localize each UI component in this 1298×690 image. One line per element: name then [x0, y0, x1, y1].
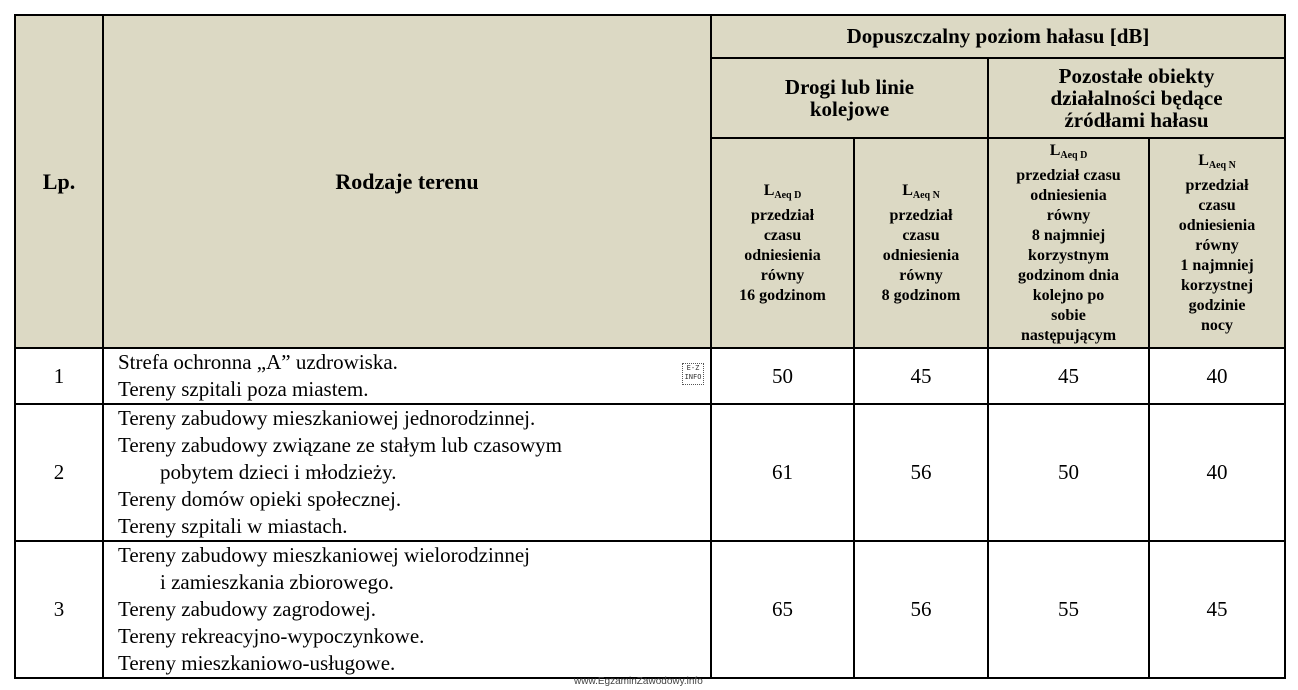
laeq-symbol: [855, 181, 987, 206]
noise-value: 56: [854, 541, 988, 678]
noise-value: 50: [711, 348, 854, 404]
header-sub-line: kolejno po: [1032, 286, 1105, 304]
header-sub-line: 8 najmniej: [1031, 226, 1106, 244]
description-line: Tereny zabudowy związane ze stałym lub czasowym: [118, 433, 563, 457]
header-lp: Lp.: [15, 15, 103, 348]
header-sub-line: przedział: [889, 206, 953, 224]
header-sub-2: [854, 138, 988, 348]
noise-value: 45: [854, 348, 988, 404]
header-sub-line: przedział: [1185, 176, 1249, 194]
header-sub-line: przedział: [750, 206, 815, 224]
header-dopuszczalny-poziom: Dopuszczalny poziom hałasu [dB]: [711, 15, 1285, 58]
header-sub-line: przedział czasu: [1016, 166, 1121, 184]
description-line: Tereny zabudowy mieszkaniowej wielorodzinnej: [118, 543, 530, 567]
laeq-index: Aeq N: [1208, 159, 1236, 171]
header-sub-line: godzinie: [1188, 296, 1246, 314]
row-description: [103, 348, 711, 404]
laeq-symbol: [989, 141, 1148, 166]
laeq-index: Aeq D: [1060, 149, 1088, 161]
header-sub-4: [1149, 138, 1285, 348]
noise-value: 40: [1149, 404, 1285, 541]
description-line: Tereny zabudowy zagrodowej.: [118, 597, 377, 621]
row-lp: 2: [15, 404, 103, 541]
header-sub-line: równy: [760, 266, 805, 284]
header-sub-line: korzystnej: [1181, 276, 1254, 294]
description-line: pobytem dzieci i młodzieży.: [160, 460, 397, 484]
header-sub-line: równy: [1195, 236, 1239, 254]
header-sub-1: [711, 138, 854, 348]
header-drogi-linie-kolejowe: Drogi lub linie kolejowe: [711, 58, 988, 138]
header-sub-line: odniesienia: [882, 246, 960, 264]
header-sub-line: nocy: [1201, 316, 1234, 334]
table-row: [15, 348, 1285, 404]
header-sub-line: czasu: [1198, 196, 1236, 214]
header-sub-line: sobie: [1051, 306, 1086, 324]
header-sub-line: godzinom dnia: [1018, 266, 1119, 284]
header-sub-line: równy: [899, 266, 943, 284]
description-line: Tereny mieszkaniowo-usługowe.: [118, 651, 396, 675]
noise-value: 40: [1149, 348, 1285, 404]
laeq-letter: L: [1049, 141, 1061, 159]
description-line: i zamieszkania zbiorowego.: [160, 570, 394, 594]
row-description: [103, 541, 711, 678]
footer-watermark: www.EgzaminZawodowy.info: [574, 676, 703, 687]
laeq-symbol: [1150, 151, 1284, 176]
header-sub-line: odniesienia: [1178, 216, 1256, 234]
description-line: Strefa ochronna „A” uzdrowiska.: [118, 350, 398, 374]
table-row: [15, 541, 1285, 678]
header-sub-line: czasu: [902, 226, 940, 244]
description-line: Tereny rekreacyjno-wypoczynkowe.: [118, 624, 425, 648]
row-lp: 1: [15, 348, 103, 404]
laeq-index: Aeq D: [774, 189, 802, 201]
header-sub-line: odniesienia: [744, 246, 821, 264]
header-sub-3: [988, 138, 1149, 348]
info-icon: E-Z INFO: [682, 363, 704, 385]
header-sub-line: czasu: [763, 226, 802, 244]
description-line: Tereny szpitali w miastach.: [118, 514, 348, 538]
laeq-letter: L: [902, 181, 913, 199]
noise-value: 65: [711, 541, 854, 678]
description-line: Tereny domów opieki społecznej.: [118, 487, 402, 511]
laeq-index: Aeq N: [912, 189, 940, 201]
noise-value: 56: [854, 404, 988, 541]
laeq-letter: L: [763, 181, 775, 199]
header-sub-line: 8 godzinom: [881, 286, 961, 304]
header-sub-line: 16 godzinom: [739, 286, 826, 304]
header-sub-line: następującym: [1020, 326, 1117, 344]
noise-value: 55: [988, 541, 1149, 678]
description-line: Tereny szpitali poza miastem.: [118, 377, 369, 401]
noise-value: 61: [711, 404, 854, 541]
header-sub-line: korzystnym: [1028, 246, 1109, 264]
description-line: Tereny zabudowy mieszkaniowej jednorodzinnej.: [118, 406, 536, 430]
laeq-letter: L: [1198, 151, 1209, 169]
noise-limits-table: [14, 14, 1286, 679]
noise-value: 50: [988, 404, 1149, 541]
noise-value: 45: [1149, 541, 1285, 678]
laeq-symbol: [712, 181, 853, 206]
header-sub-line: odniesienia: [1030, 186, 1107, 204]
header-rodzaje-terenu: Rodzaje terenu: [103, 15, 711, 348]
table-row: [15, 404, 1285, 541]
noise-value: 45: [988, 348, 1149, 404]
header-sub-line: 1 najmniej: [1180, 256, 1254, 274]
header-pozostale-obiekty: Pozostałe obiekty działalności będące źródłami hałasu: [988, 58, 1285, 138]
header-sub-line: równy: [1046, 206, 1091, 224]
row-description: [103, 404, 711, 541]
row-lp: 3: [15, 541, 103, 678]
